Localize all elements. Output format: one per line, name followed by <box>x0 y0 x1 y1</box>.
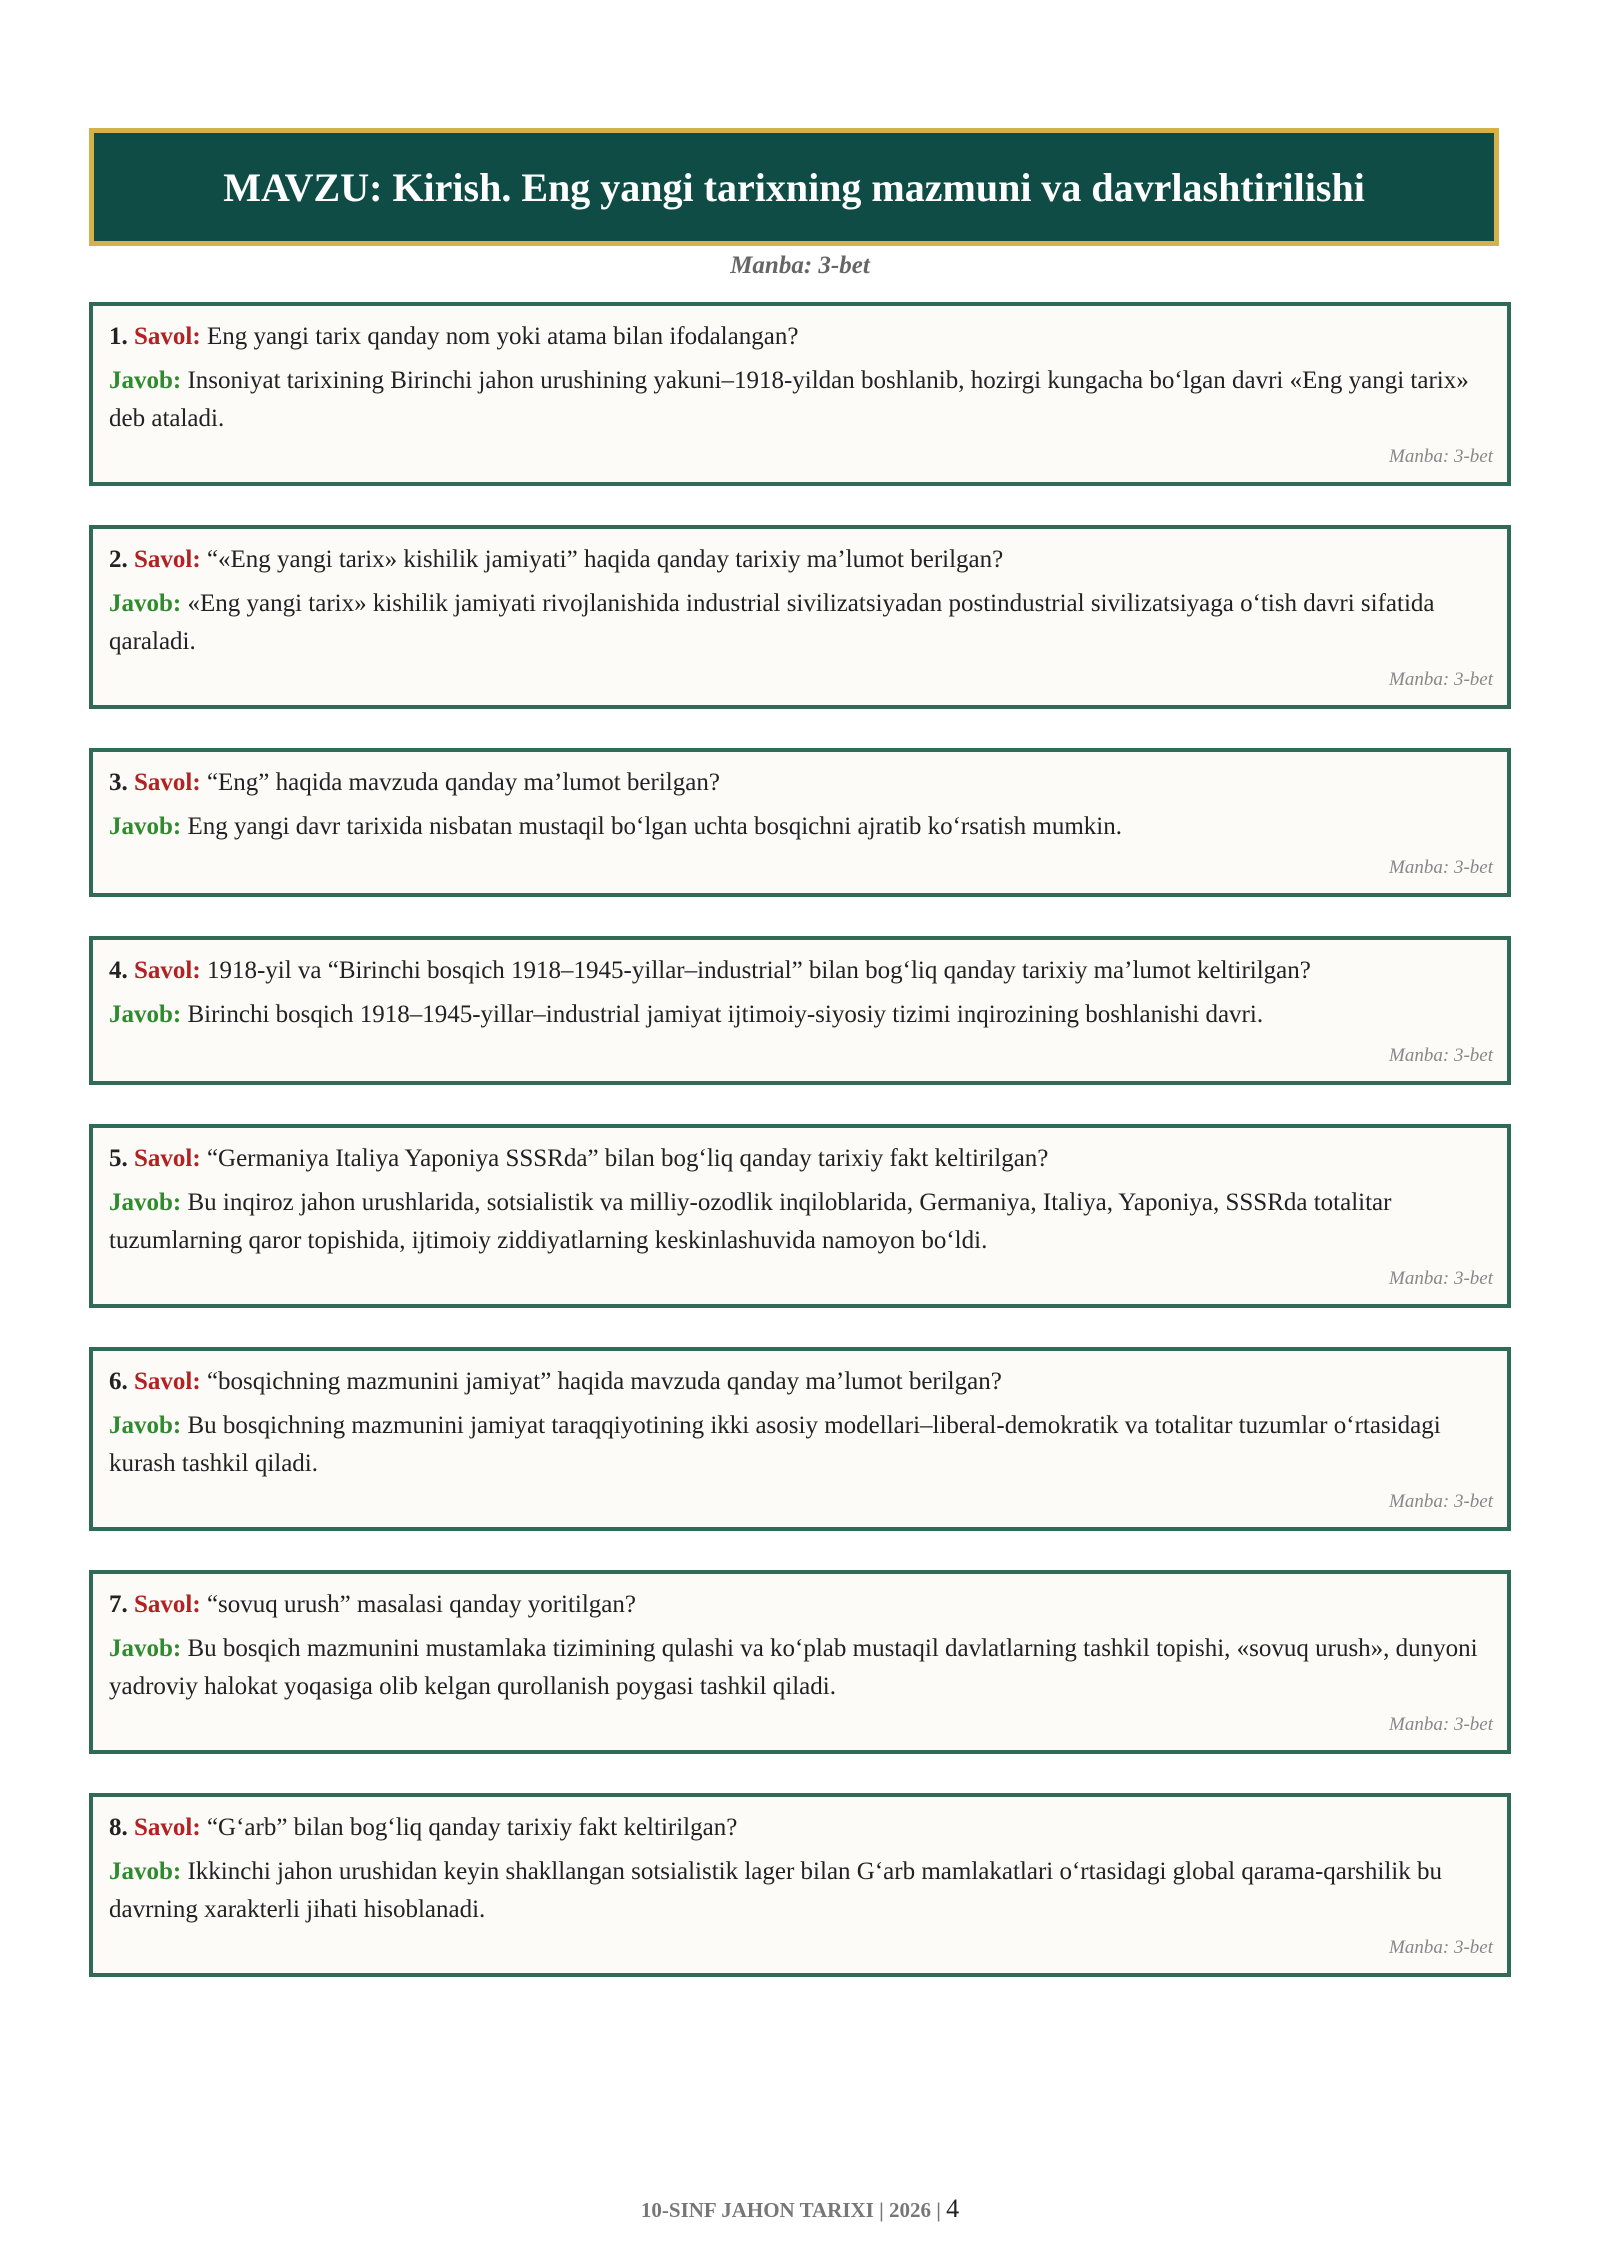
card-source-note: Manba: 3-bet <box>1389 1714 1493 1735</box>
question-line <box>109 1586 1491 1624</box>
question-number: 4. <box>109 957 128 984</box>
qa-card <box>89 525 1511 709</box>
card-source-note: Manba: 3-bet <box>1389 857 1493 878</box>
question-line <box>109 1140 1491 1178</box>
question-text: “Germaniya Italiya Yaponiya SSSRda” bilan bog‘liq qanday tarixiy fakt keltirilgan? <box>206 1145 1049 1172</box>
qa-card <box>89 1793 1511 1977</box>
answer-line <box>109 1853 1491 1929</box>
question-line <box>109 764 1491 802</box>
answer-line <box>109 362 1491 438</box>
question-number: 8. <box>109 1814 128 1841</box>
qa-card <box>89 1124 1511 1308</box>
question-number: 3. <box>109 769 128 796</box>
question-text: 1918-yil va “Birinchi bosqich 1918–1945-yillar–industrial” bilan bog‘liq qanday tarixiy ma’lumot keltirilgan? <box>206 957 1311 984</box>
question-number: 2. <box>109 546 128 573</box>
answer-text: Insoniyat tarixining Birinchi jahon urushining yakuni–1918-yildan boshlanib, hozirgi kungacha bo‘lgan davri «Eng yangi tarix» deb ataladi. <box>109 367 1469 432</box>
question-label: Savol: <box>134 546 201 573</box>
question-line <box>109 541 1491 579</box>
qa-card <box>89 302 1511 486</box>
answer-text: Ikkinchi jahon urushidan keyin shakllangan sotsialistik lager bilan G‘arb mamlakatlari o‘rtasidagi global qarama-qarshilik bu davrning xarakterli jihati hisoblanadi. <box>109 1858 1443 1923</box>
question-label: Savol: <box>134 1145 201 1172</box>
question-text: “«Eng yangi tarix» kishilik jamiyati” haqida qanday tarixiy ma’lumot berilgan? <box>206 546 1004 573</box>
answer-label: Javob: <box>109 1635 182 1662</box>
question-label: Savol: <box>134 1814 201 1841</box>
title-banner <box>89 128 1499 246</box>
card-source-note: Manba: 3-bet <box>1389 1045 1493 1066</box>
question-line <box>109 318 1491 356</box>
question-number: 6. <box>109 1368 128 1395</box>
question-label: Savol: <box>134 323 201 350</box>
question-label: Savol: <box>134 957 201 984</box>
qa-card <box>89 936 1511 1085</box>
main-source-note: Manba: 3-bet <box>730 252 870 279</box>
card-source-note: Manba: 3-bet <box>1389 1268 1493 1289</box>
answer-text: «Eng yangi tarix» kishilik jamiyati rivojlanishida industrial sivilizatsiyadan postindustrial sivilizatsiyaga o‘tish davri sifatida qaraladi. <box>109 590 1435 655</box>
qa-card <box>89 1570 1511 1754</box>
card-source-note: Manba: 3-bet <box>1389 1937 1493 1958</box>
answer-line <box>109 585 1491 661</box>
question-number: 1. <box>109 323 128 350</box>
question-line <box>109 1809 1491 1847</box>
answer-label: Javob: <box>109 590 182 617</box>
answer-line <box>109 996 1491 1034</box>
page-title: MAVZU: Kirish. Eng yangi tarixning mazmuni va davrlashtirilishi <box>223 164 1365 210</box>
answer-label: Javob: <box>109 813 182 840</box>
answer-line <box>109 1630 1491 1706</box>
question-text: “sovuq urush” masalasi qanday yoritilgan? <box>206 1591 636 1618</box>
answer-line <box>109 1407 1491 1483</box>
footer-title: 10-SINF JAHON TARIXI | 2026 | <box>640 2198 941 2222</box>
question-number: 5. <box>109 1145 128 1172</box>
qa-card <box>89 748 1511 897</box>
card-source-note: Manba: 3-bet <box>1389 669 1493 690</box>
answer-text: Birinchi bosqich 1918–1945-yillar–industrial jamiyat ijtimoiy-siyosiy tizimi inqirozining boshlanishi davri. <box>187 1001 1264 1028</box>
card-source-note: Manba: 3-bet <box>1389 1491 1493 1512</box>
answer-text: Eng yangi davr tarixida nisbatan mustaqil bo‘lgan uchta bosqichni ajratib ko‘rsatish mumkin. <box>187 813 1123 840</box>
answer-label: Javob: <box>109 1412 182 1439</box>
answer-line <box>109 808 1491 846</box>
question-text: “G‘arb” bilan bog‘liq qanday tarixiy fakt keltirilgan? <box>206 1814 738 1841</box>
question-text: Eng yangi tarix qanday nom yoki atama bilan ifodalangan? <box>206 323 799 350</box>
answer-text: Bu inqiroz jahon urushlarida, sotsialistik va milliy-ozodlik inqiloblarida, Germaniya, Italiya, Yaponiya, SSSRda totalitar tuzumlarning qaror topishida, ijtimoiy ziddiyatlarning keskinlashuvida namoyon bo‘ldi. <box>109 1189 1392 1254</box>
qa-list <box>89 302 1511 2016</box>
qa-card <box>89 1347 1511 1531</box>
answer-line <box>109 1184 1491 1260</box>
answer-label: Javob: <box>109 1858 182 1885</box>
page-footer <box>0 2194 1600 2224</box>
question-label: Savol: <box>134 769 201 796</box>
question-number: 7. <box>109 1591 128 1618</box>
answer-label: Javob: <box>109 1189 182 1216</box>
question-text: “Eng” haqida mavzuda qanday ma’lumot berilgan? <box>206 769 720 796</box>
question-label: Savol: <box>134 1591 201 1618</box>
card-source-note: Manba: 3-bet <box>1389 446 1493 467</box>
answer-text: Bu bosqich mazmunini mustamlaka tizimining qulashi va ko‘plab mustaqil davlatlarning tashkil topishi, «sovuq urush», dunyoni yadroviy halokat yoqasiga olib kelgan qurollanish poygasi tashkil qiladi. <box>109 1635 1478 1700</box>
question-line <box>109 1363 1491 1401</box>
answer-label: Javob: <box>109 1001 182 1028</box>
question-text: “bosqichning mazmunini jamiyat” haqida mavzuda qanday ma’lumot berilgan? <box>206 1368 1002 1395</box>
answer-text: Bu bosqichning mazmunini jamiyat taraqqiyotining ikki asosiy modellari–liberal-demokratik va totalitar tuzumlar o‘rtasidagi kurash tashkil qiladi. <box>109 1412 1441 1477</box>
page-number: 4 <box>946 2194 960 2223</box>
question-label: Savol: <box>134 1368 201 1395</box>
answer-label: Javob: <box>109 367 182 394</box>
question-line <box>109 952 1491 990</box>
